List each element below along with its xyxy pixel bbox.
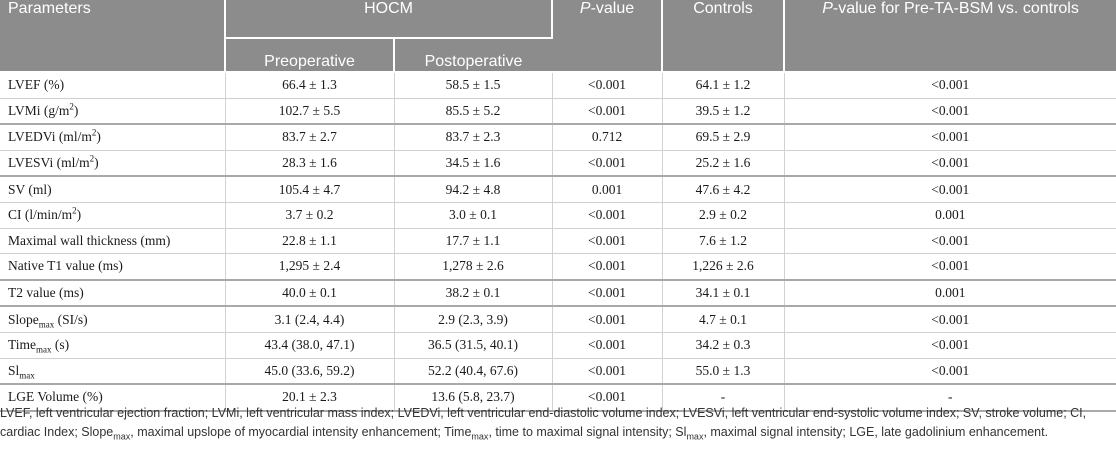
cell-preoperative: 83.7 ± 2.7 (225, 124, 394, 150)
table-row (0, 124, 1116, 150)
cell-postoperative: 85.5 ± 5.2 (394, 98, 552, 124)
header-parameters: Parameters (0, 0, 225, 72)
cell-p-value: <0.001 (552, 72, 662, 98)
header-postoperative: Postoperative (394, 38, 552, 72)
header-p-value-vs-controls: P-value for Pre-TA-BSM vs. controls (784, 0, 1116, 72)
cell-p-value-vs-controls: <0.001 (931, 258, 970, 274)
row-label: Slope$_{max}$ (SI/s) (0, 306, 225, 332)
cell-postoperative: 52.2 (40.4, 67.6) (394, 358, 552, 384)
cell-p-value: <0.001 (552, 280, 662, 307)
cell-p-value: <0.001 (552, 384, 662, 411)
row-label: LGE Volume (%) (0, 384, 225, 411)
row-label: Time$_{max}$ (s) (0, 332, 225, 358)
cell-controls: 34.2 ± 0.3 (662, 332, 784, 358)
header-hocm: HOCM (225, 0, 552, 38)
cell-p-value-vs-controls: <0.001 (931, 362, 970, 378)
cell-postoperative: 1,278 ± 2.6 (394, 254, 552, 280)
table-footnote: LVEF, left ventricular ejection fraction; LVMi, left ventricular mass index; LVEDVi, left ventricular end-diastolic volume index; LVESVi, left ventricular end-systolic volume index; SV, stroke volume; CI, cardiac Index; Slope$_{max}$, maximal upslope of myocardial intensity enhancement; Time$_{max}$, time to maximal signal intensity; $Sl_{max}$, maximal signal intensity; LGE, late gadolinium enhancement. (0, 406, 1087, 442)
header-controls: Controls (662, 0, 784, 72)
cell-postoperative: 3.0 ± 0.1 (394, 202, 552, 228)
cell-p-value-vs-controls: 0.001 (935, 285, 966, 301)
table-body (0, 72, 1116, 411)
cell-p-value-vs-controls: <0.001 (931, 337, 970, 353)
table-row (0, 254, 1116, 280)
cell-controls: 39.5 ± 1.2 (662, 98, 784, 124)
cell-p-value-vs-controls: - (948, 389, 953, 405)
row-label: SV (ml) (0, 176, 225, 202)
cell-preoperative: 66.4 ± 1.3 (225, 72, 394, 98)
cell-p-value: <0.001 (552, 150, 662, 176)
row-label: $Sl_{max}$ (0, 358, 225, 384)
table-row (0, 332, 1116, 358)
cell-controls: 7.6 ± 1.2 (662, 228, 784, 254)
cell-controls: 47.6 ± 4.2 (662, 176, 784, 202)
row-label: Native T1 value (ms) (0, 254, 225, 280)
cell-postoperative: 34.5 ± 1.6 (394, 150, 552, 176)
cell-p-value-vs-controls: <0.001 (931, 232, 970, 248)
cell-p-value-vs-controls: <0.001 (931, 311, 970, 327)
cell-preoperative: 3.7 ± 0.2 (225, 202, 394, 228)
cell-p-value-vs-controls: <0.001 (931, 102, 970, 118)
cell-p-value: <0.001 (552, 358, 662, 384)
cell-controls: 64.1 ± 1.2 (662, 72, 784, 98)
cell-p-value: <0.001 (552, 306, 662, 332)
cell-controls: 69.5 ± 2.9 (662, 124, 784, 150)
row-label: LVEDVi $(ml/m^2)$ (0, 124, 225, 150)
cell-p-value-vs-controls: <0.001 (931, 181, 970, 197)
header-p-value: P-value (552, 0, 662, 72)
table-header (0, 0, 1116, 72)
cell-preoperative: 3.1 (2.4, 4.4) (225, 306, 394, 332)
row-label: Maximal wall thickness (mm) (0, 228, 225, 254)
cell-preoperative: 22.8 ± 1.1 (225, 228, 394, 254)
table-row (0, 150, 1116, 176)
cell-preoperative: 28.3 ± 1.6 (225, 150, 394, 176)
cell-p-value: <0.001 (552, 254, 662, 280)
cell-p-value-vs-controls: <0.001 (931, 77, 970, 93)
cell-p-value: <0.001 (552, 98, 662, 124)
cell-postoperative: 38.2 ± 0.1 (394, 280, 552, 307)
table-row (0, 306, 1116, 332)
table-row (0, 202, 1116, 228)
cell-preoperative: 1,295 ± 2.4 (225, 254, 394, 280)
table-row (0, 228, 1116, 254)
row-label: LVESVi $(ml/m^2)$ (0, 150, 225, 176)
cell-controls: - (662, 384, 784, 411)
cell-preoperative: 45.0 (33.6, 59.2) (225, 358, 394, 384)
cell-postoperative: 58.5 ± 1.5 (394, 72, 552, 98)
cell-postoperative: 17.7 ± 1.1 (394, 228, 552, 254)
cell-p-value: <0.001 (552, 228, 662, 254)
cell-controls: 4.7 ± 0.1 (662, 306, 784, 332)
table-row (0, 98, 1116, 124)
cell-p-value-vs-controls: <0.001 (931, 155, 970, 171)
cell-preoperative: 40.0 ± 0.1 (225, 280, 394, 307)
table-row (0, 176, 1116, 202)
cell-controls: 34.1 ± 0.1 (662, 280, 784, 307)
cell-p-value: 0.001 (552, 176, 662, 202)
cell-p-value: 0.712 (552, 124, 662, 150)
row-label: LVMi $(g/m^2)$ (0, 98, 225, 124)
table-row (0, 72, 1116, 98)
cell-preoperative: 102.7 ± 5.5 (225, 98, 394, 124)
row-label: LVEF (%) (0, 72, 225, 98)
row-label: CI $(l/\min/m^2)$ (0, 202, 225, 228)
cell-preoperative: 43.4 (38.0, 47.1) (225, 332, 394, 358)
cell-p-value-vs-controls: <0.001 (931, 129, 970, 145)
cell-preoperative: 20.1 ± 2.3 (225, 384, 394, 411)
cell-p-value: <0.001 (552, 202, 662, 228)
cell-controls: 55.0 ± 1.3 (662, 358, 784, 384)
cell-p-value-vs-controls: 0.001 (935, 207, 966, 223)
cell-controls: 25.2 ± 1.6 (662, 150, 784, 176)
cell-preoperative: 105.4 ± 4.7 (225, 176, 394, 202)
table-row (0, 358, 1116, 384)
header-preoperative: Preoperative (225, 38, 394, 72)
cell-controls: 2.9 ± 0.2 (662, 202, 784, 228)
cell-controls: 1,226 ± 2.6 (662, 254, 784, 280)
table-row (0, 280, 1116, 307)
cell-postoperative: 94.2 ± 4.8 (394, 176, 552, 202)
cell-postoperative: 13.6 (5.8, 23.7) (394, 384, 552, 411)
row-label: T2 value (ms) (0, 280, 225, 307)
cell-postoperative: 2.9 (2.3, 3.9) (394, 306, 552, 332)
cell-postoperative: 36.5 (31.5, 40.1) (394, 332, 552, 358)
cell-postoperative: 83.7 ± 2.3 (394, 124, 552, 150)
cell-p-value: <0.001 (552, 332, 662, 358)
